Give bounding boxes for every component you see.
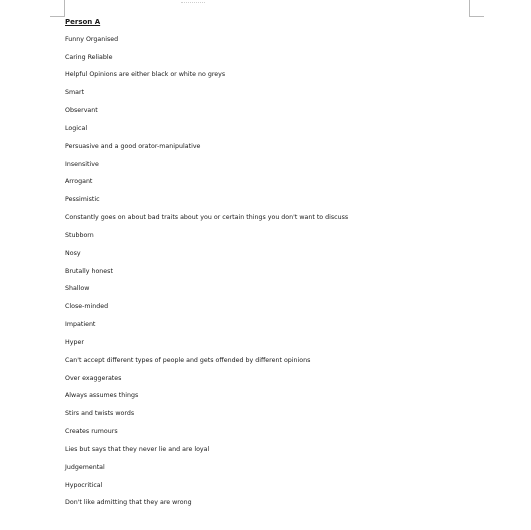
trait-item: Impatient	[65, 321, 96, 329]
trait-item: Stubborn	[65, 231, 94, 239]
trait-item: Shallow	[65, 285, 90, 293]
document-body	[65, 17, 505, 516]
trait-item: Hyper	[65, 338, 84, 346]
trait-item: Helpful Opinions are either black or white no greys	[65, 71, 226, 79]
trait-item: Observant	[65, 107, 98, 115]
trait-item: Funny Organised	[65, 35, 119, 43]
document-heading: Person A	[65, 18, 101, 26]
trait-item: Close-minded	[65, 303, 109, 311]
trait-list	[65, 35, 505, 509]
top-left-margin-mark	[50, 0, 65, 17]
trait-item: Always assumes things	[65, 392, 139, 400]
trait-item: Pessimistic	[65, 196, 100, 204]
trait-item: Persuasive and a good orator-manipulative	[65, 142, 201, 150]
trait-item: Judgemental	[65, 463, 105, 471]
trait-item: Over exaggerates	[65, 374, 122, 382]
trait-item: Brutally honest	[65, 267, 113, 275]
previous-page-fragment	[181, 0, 205, 3]
trait-item: Constantly goes on about bad traits about you or certain things you don't want to discuss	[65, 214, 349, 222]
trait-item: Nosy	[65, 249, 81, 257]
trait-item: Creates rumours	[65, 428, 118, 436]
trait-item: Hypocritical	[65, 481, 103, 489]
trait-item: Lies but says that they never lie and are loyal	[65, 445, 210, 453]
top-right-margin-mark	[469, 0, 484, 17]
trait-item: Logical	[65, 124, 88, 132]
trait-item: Smart	[65, 89, 85, 97]
trait-item: Can't accept different types of people and gets offended by different opinions	[65, 356, 311, 364]
trait-item: Don't like admitting that they are wrong	[65, 499, 192, 507]
trait-item: Stirs and twists words	[65, 410, 135, 418]
trait-item: Insensitive	[65, 160, 99, 168]
trait-item: Arrogant	[65, 178, 93, 186]
trait-item: Caring Reliable	[65, 53, 113, 61]
